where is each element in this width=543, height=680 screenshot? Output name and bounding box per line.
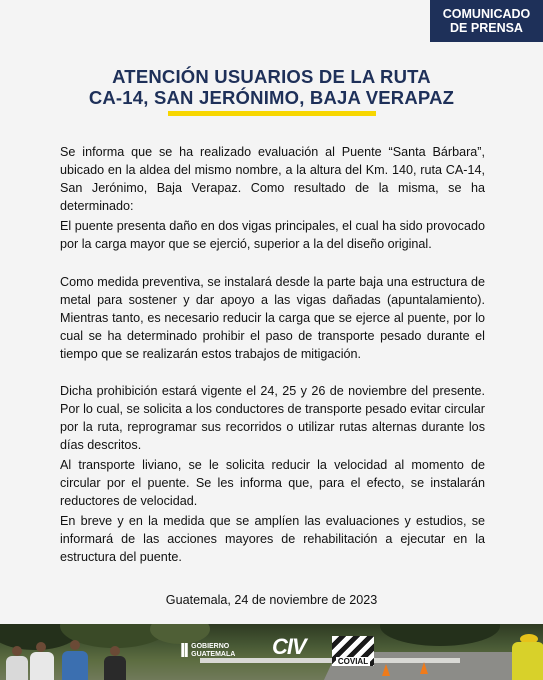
- gobierno-guatemala-logo: II GOBIERNO GUATEMALA: [180, 640, 236, 662]
- paragraph-preventive-measure: Como medida preventiva, se instalará desde la parte baja una estructura de metal para sostener y dar apoyo a las vigas dañadas (apuntalamiento). Mientras tanto, es necesario reducir la carga que se ejerce al puente, por lo cual se ha determinado prohibir el paso de transporte pesado durante el tiempo que se realizarán estos trabajos de mitigación.: [60, 275, 485, 361]
- paragraph-next-steps: En breve y en la medida que se amplíen las evaluaciones y estudios, se informará de las acciones mayores de rehabilitación a ejecutar en la estructura del puente.: [60, 514, 485, 564]
- gobierno-logo-line-2: GUATEMALA: [191, 651, 236, 658]
- badge-line-1: COMUNICADO: [442, 7, 531, 21]
- civ-logo: CIV: [272, 634, 306, 659]
- paragraph-prohibition: Dicha prohibición estará vigente el 24, 25 y 26 de noviembre del presente. Por lo cual, se solicita a los conductores de transporte pesado evitar circular por la ruta, reprogramar sus recorridos o utilizar rutas alternas durante los días descritos.: [60, 384, 485, 452]
- paragraph-damage: El puente presenta daño en dos vigas principales, el cual ha sido provocado por la carga mayor que se ejerció, superior a la del diseño original.: [60, 219, 485, 251]
- title-line-2: CA-14, SAN JERÓNIMO, BAJA VERAPAZ: [88, 87, 455, 108]
- release-date: Guatemala, 24 de noviembre de 2023: [165, 593, 378, 607]
- bridge-site-photo: [0, 624, 543, 680]
- page-title: [0, 66, 543, 108]
- gobierno-logo-line-1: GOBIERNO: [191, 643, 230, 650]
- badge-line-2: DE PRENSA: [450, 21, 523, 35]
- title-underline: [168, 111, 376, 116]
- covial-logo-text: COVIAL: [337, 657, 369, 666]
- title-line-1: ATENCIÓN USUARIOS DE LA RUTA: [112, 66, 431, 87]
- paragraph-light-transport: Al transporte liviano, se le solicita reducir la velocidad al momento de circular por el puente. Se les informa que, para el efecto, se instalarán reductores de velocidad.: [60, 458, 485, 508]
- covial-logo: [332, 636, 374, 666]
- paragraph-evaluation: Se informa que se ha realizado evaluación al Puente “Santa Bárbara”, ubicado en la aldea del mismo nombre, a la altura del Km. 140, ruta CA-14, San Jerónimo, Baja Verapaz. Como resultado de la misma, se ha determinado:: [60, 145, 485, 213]
- press-release-badge: [430, 0, 543, 42]
